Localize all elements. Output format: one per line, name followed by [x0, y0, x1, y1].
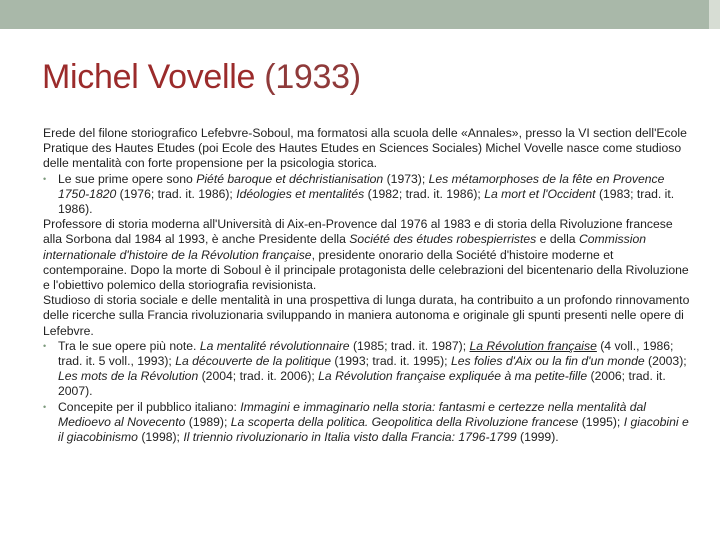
- text-span: e della: [536, 232, 579, 247]
- slide-title: [42, 58, 361, 97]
- work-title: Les folies d'Aix ou la fin d'un monde: [450, 354, 645, 369]
- text-span: Professore di storia moderna all'Università di Aix-en-Provence dal 1976 al 1983 e di storia della Rivoluzione francese alla Sorbona dal 1984 al 1993, è anche Presidente della: [43, 217, 673, 247]
- text-span: Tra le sue opere più note.: [58, 338, 200, 353]
- work-title: Idéologies et mentalités: [236, 186, 365, 201]
- bullet-italian-works: [43, 400, 693, 446]
- text-span: (4 voll., 1986; trad. it. 5 voll., 1993);: [58, 338, 674, 369]
- work-title: Immagini e immaginario nella storia: fantasmi e certezze nella mentalità dal Medioevo al Novecento: [58, 399, 647, 429]
- text-span: Concepite per il pubblico italiano:: [58, 399, 241, 414]
- text-span: (1985; trad. it. 1987);: [349, 338, 470, 353]
- institution-name: Société des études robespierristes: [349, 232, 537, 247]
- text-span: (1989);: [185, 414, 231, 429]
- text-span: (2004; trad. it. 2006);: [198, 369, 319, 384]
- top-decorative-bar: [0, 0, 720, 29]
- title-name: Michel Vovelle: [42, 58, 256, 96]
- text-span: (1993; trad. it. 1995);: [331, 354, 451, 369]
- work-title: La découverte de la politique: [175, 354, 332, 369]
- work-title: Piété baroque et déchristianisation: [196, 171, 384, 186]
- paragraph-intro: Erede del filone storiografico Lefebvre-Soboul, ma formatosi alla scuola delle «Annales», presso la VI section dell'Ecole Pratique des Hautes Etudes (poi Ecole des Hautes Etudes en Sciences Sociales) Michel Vovelle nasce come studioso delle mentalità con forte propensione per la psicologia storica.: [43, 126, 687, 171]
- bullet-dot-icon: •: [43, 173, 47, 184]
- text-span: (2006; trad. it. 2007).: [58, 369, 666, 399]
- text-span: Le sue prime opere sono: [58, 171, 197, 186]
- work-title: La Révolution française expliquée à ma petite-fille: [318, 369, 588, 384]
- text-span: (1973);: [383, 171, 429, 186]
- bullet-dot-icon: •: [43, 401, 47, 412]
- text-span: , presidente onorario della Société d'histoire moderne et contemporaine. Dopo la morte di Soboul è il principale protagonista delle celebrazioni del bicentenario della Rivoluzione e l'obiettivo polemico della storiografia revisionista.: [43, 247, 689, 293]
- bullet-early-works: [43, 172, 693, 218]
- work-title: Les mots de la Révolution: [58, 369, 199, 384]
- text-span: (1999).: [516, 430, 559, 445]
- work-title: La mort et l'Occident: [484, 186, 596, 201]
- text-span: (2003);: [644, 354, 687, 369]
- bullet-dot-icon: •: [43, 340, 47, 351]
- slide-body: [43, 126, 693, 445]
- work-title: Les métamorphoses de la fête en Provence 1750-1820: [58, 171, 665, 201]
- work-title-underlined: La Révolution française: [469, 338, 597, 353]
- top-bar-accent: [709, 0, 720, 29]
- institution-name: Commission internationale d'histoire de la Révolution française: [43, 232, 646, 262]
- work-title: Il triennio rivoluzionario in Italia visto dalla Francia: 1796-1799: [183, 430, 517, 445]
- paragraph-research: Studioso di storia sociale e delle mentalità in una prospettiva di lunga durata, ha contribuito a un profondo rinnovamento delle ricerche sulla Francia rivoluzionaria sviluppando in maniera autonoma e originale gli spunti presenti nelle opere di Lefebvre.: [43, 293, 690, 338]
- title-year: (1933): [264, 58, 361, 96]
- work-title: La scoperta della politica. Geopolitica della Rivoluzione francese: [230, 414, 579, 429]
- paragraph-career: [43, 217, 693, 293]
- work-title: La mentalité révolutionnaire: [199, 338, 350, 353]
- text-span: (1982; trad. it. 1986);: [364, 186, 485, 201]
- text-span: (1998);: [137, 430, 184, 445]
- bullet-notable-works: [43, 339, 693, 400]
- text-span: (1995);: [578, 414, 624, 429]
- text-span: (1983; trad. it. 1986).: [58, 186, 675, 217]
- work-title: I giacobini e il giacobinismo: [58, 414, 689, 445]
- text-span: (1976; trad. it. 1986);: [116, 186, 237, 201]
